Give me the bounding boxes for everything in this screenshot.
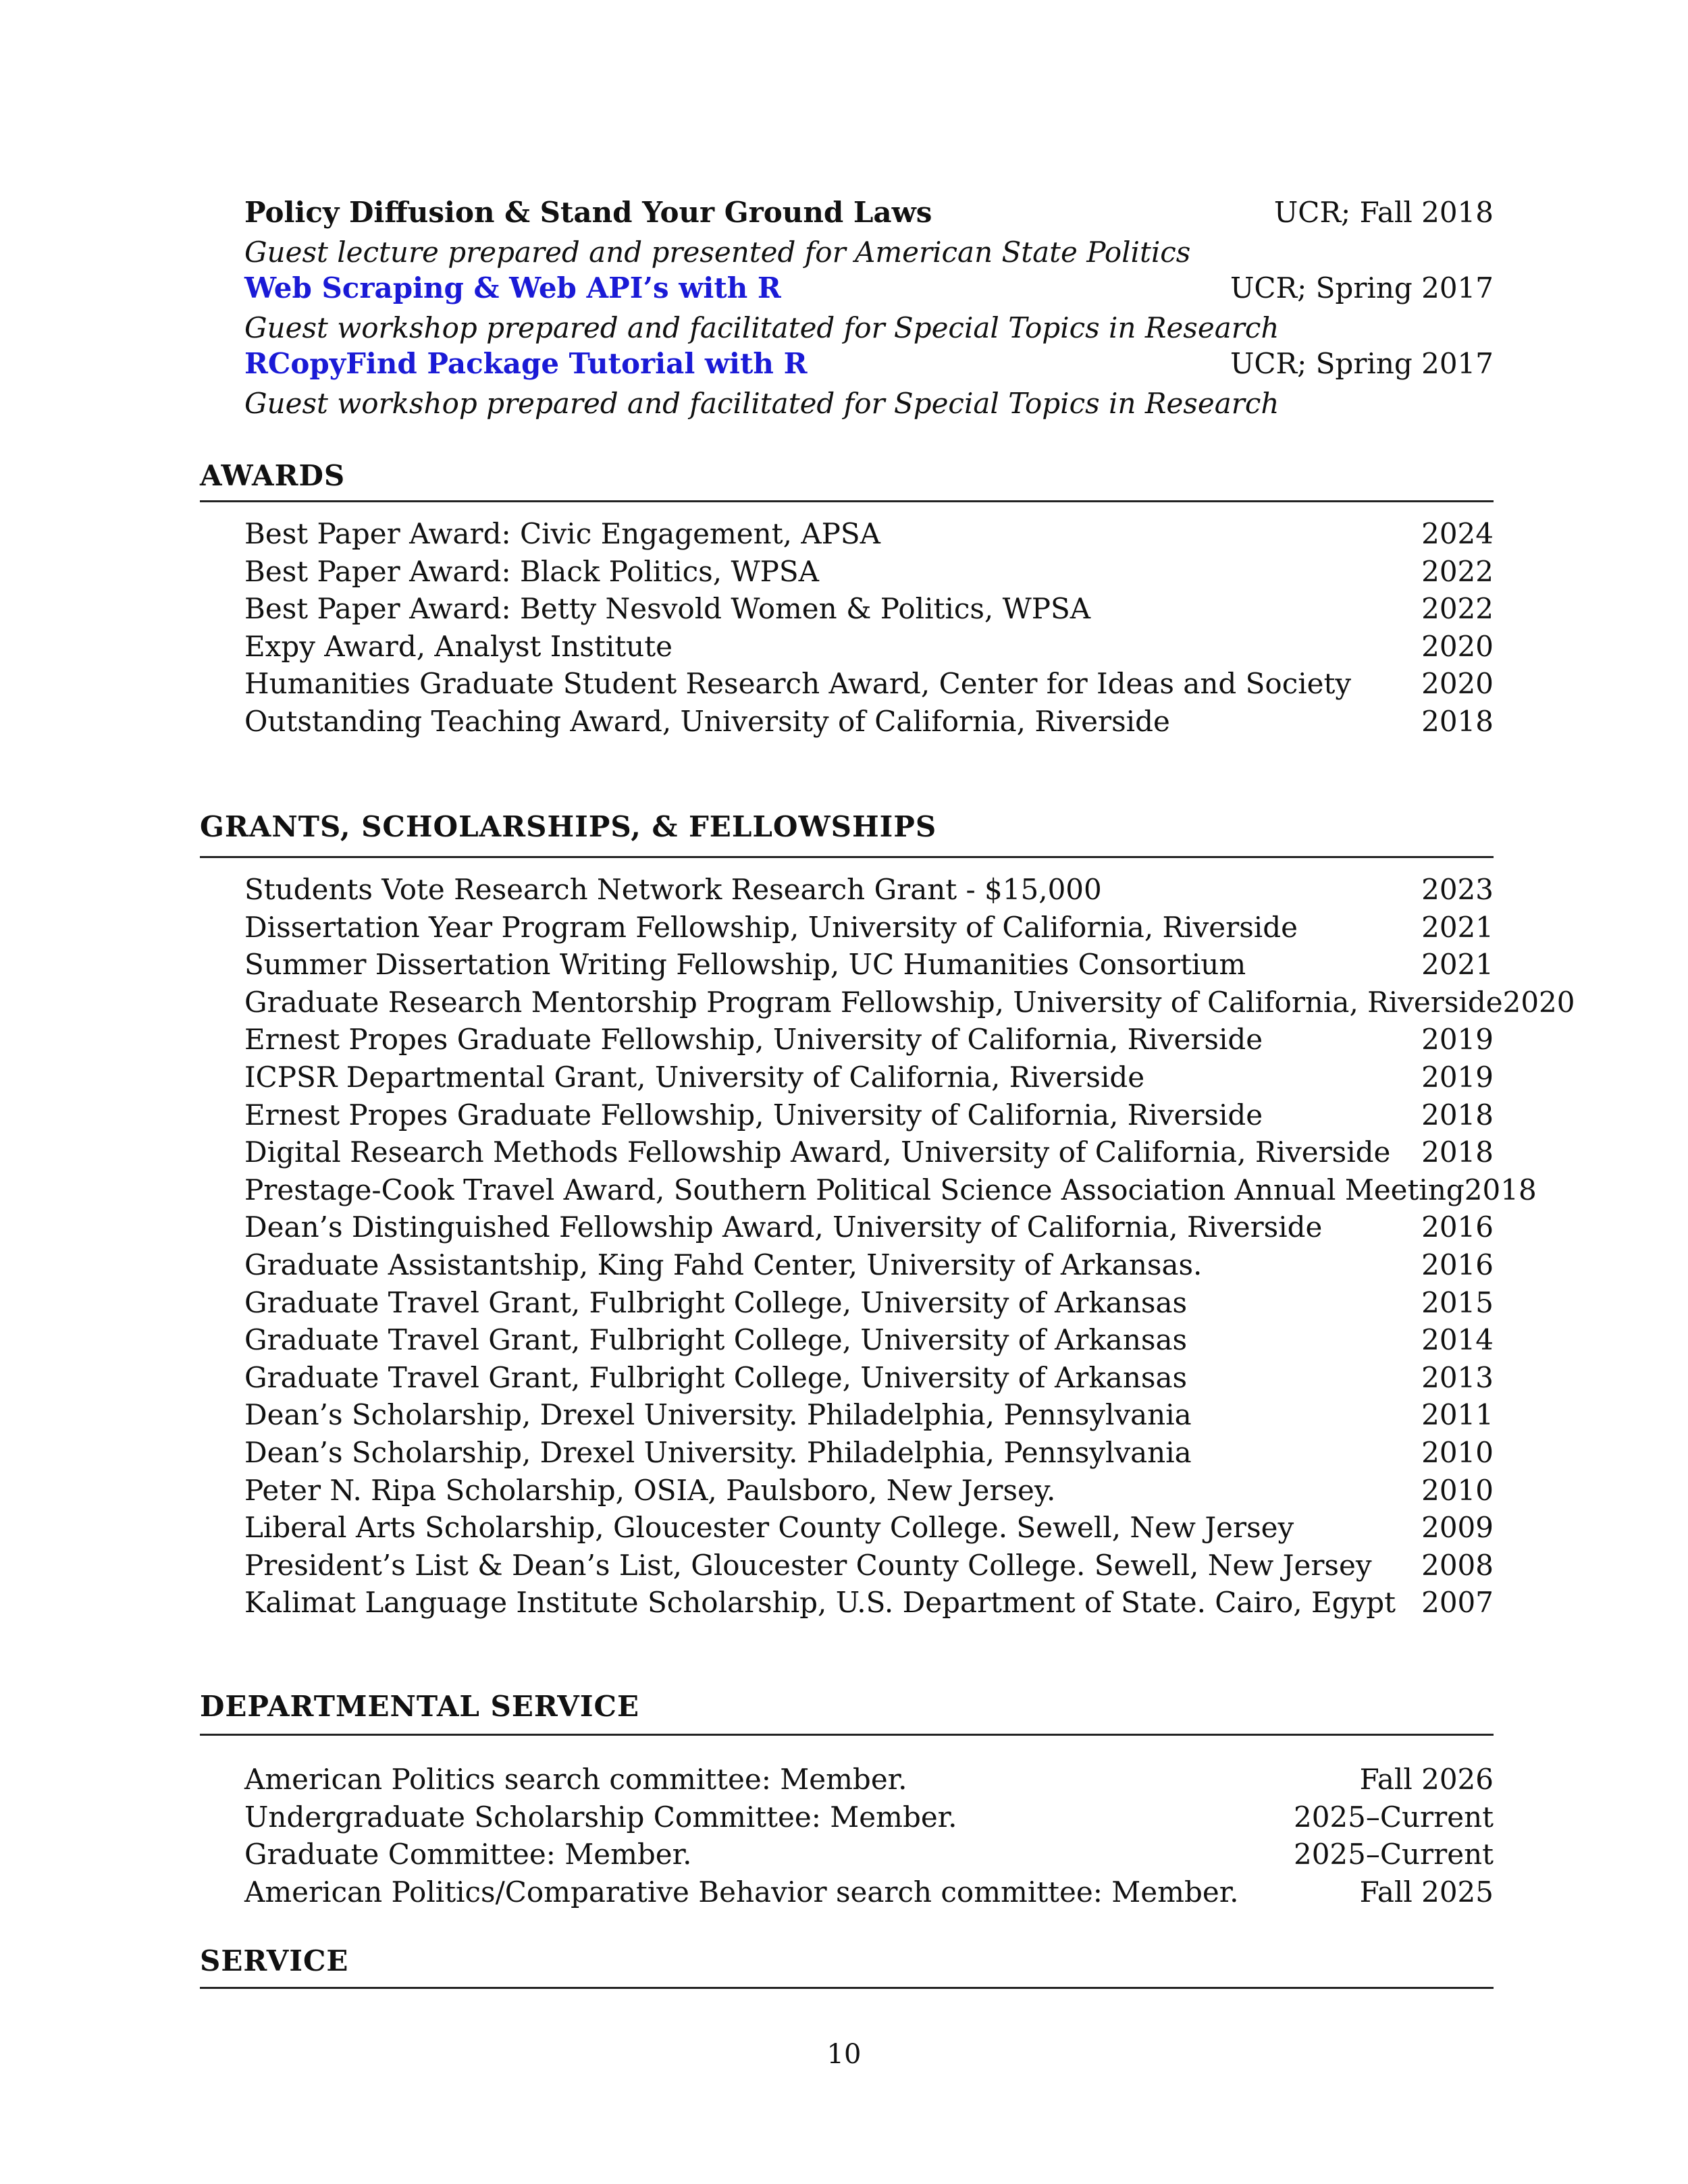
list-item	[244, 1434, 1494, 1472]
item-label: Dean’s Distinguished Fellowship Award, University of California, Riverside	[244, 1210, 1323, 1244]
lecture-item	[244, 271, 1494, 347]
list-item	[244, 628, 1494, 666]
list-item	[244, 909, 1494, 947]
item-label: Best Paper Award: Civic Engagement, APSA	[244, 517, 880, 550]
item-date: 2009	[1421, 1511, 1494, 1545]
list-item	[244, 1584, 1494, 1622]
item-label: Digital Research Methods Fellowship Award, University of California, Riverside	[244, 1136, 1391, 1169]
grants-rule	[200, 856, 1494, 858]
list-item	[244, 1836, 1494, 1873]
list-item	[244, 1547, 1494, 1584]
grants-list	[244, 871, 1575, 1622]
list-item	[244, 1171, 1537, 1209]
item-label: American Politics search committee: Member.	[244, 1763, 907, 1796]
list-item	[244, 515, 1494, 553]
item-label: Graduate Travel Grant, Fulbright College, University of Arkansas	[244, 1285, 1188, 1319]
item-date: 2022	[1421, 554, 1494, 588]
list-item	[244, 590, 1494, 628]
page-number: 10	[826, 2039, 862, 2070]
item-date: 2018	[1421, 1136, 1494, 1169]
awards-heading: AWARDS	[200, 459, 346, 492]
list-item	[244, 1321, 1494, 1359]
item-date: 2025–Current	[1293, 1838, 1494, 1871]
item-date: 2020	[1421, 667, 1494, 701]
departmental-service-heading: DEPARTMENTAL SERVICE	[200, 1690, 639, 1723]
item-date: 2025–Current	[1293, 1800, 1494, 1834]
list-item	[244, 703, 1494, 741]
list-item	[244, 553, 1494, 591]
lecture-title-link[interactable]: RCopyFind Package Tutorial with R	[244, 347, 808, 380]
item-date: Fall 2025	[1359, 1875, 1494, 1909]
item-date: 2010	[1421, 1435, 1494, 1469]
lecture-description: Guest lecture prepared and presented for American State Politics	[244, 236, 1191, 269]
item-label: Expy Award, Analyst Institute	[244, 629, 672, 663]
item-date: 2014	[1421, 1323, 1494, 1357]
item-date: 2020	[1502, 985, 1575, 1019]
item-label: Best Paper Award: Black Politics, WPSA	[244, 554, 819, 588]
lecture-header	[244, 196, 1494, 234]
item-date: 2022	[1421, 592, 1494, 626]
item-label: Graduate Travel Grant, Fulbright College, University of Arkansas	[244, 1360, 1188, 1394]
item-label: American Politics/Comparative Behavior search committee: Member.	[244, 1875, 1239, 1909]
grants-heading: GRANTS, SCHOLARSHIPS, & FELLOWSHIPS	[200, 810, 937, 843]
guest-lectures-list	[244, 196, 1494, 423]
item-date: 2015	[1421, 1285, 1494, 1319]
service-rule	[200, 1987, 1494, 1989]
list-item	[244, 946, 1494, 984]
lecture-description: Guest workshop prepared and facilitated for Special Topics in Research	[244, 311, 1280, 344]
item-label: Peter N. Ripa Scholarship, OSIA, Paulsboro, New Jersey.	[244, 1473, 1056, 1507]
list-item	[244, 1059, 1494, 1096]
list-item	[244, 665, 1494, 703]
item-label: Outstanding Teaching Award, University of California, Riverside	[244, 704, 1170, 738]
lecture-description: Guest workshop prepared and facilitated for Special Topics in Research	[244, 387, 1280, 420]
item-label: Undergraduate Scholarship Committee: Member.	[244, 1800, 957, 1834]
item-label: ICPSR Departmental Grant, University of California, Riverside	[244, 1060, 1145, 1094]
awards-rule	[200, 500, 1494, 502]
lecture-header	[244, 271, 1494, 309]
list-item	[244, 1096, 1494, 1134]
item-date: 2016	[1421, 1210, 1494, 1244]
list-item	[244, 1359, 1494, 1397]
item-date: 2019	[1421, 1023, 1494, 1057]
item-label: Liberal Arts Scholarship, Gloucester County College. Sewell, New Jersey	[244, 1511, 1294, 1545]
item-date: 2020	[1421, 629, 1494, 663]
item-date: 2021	[1421, 948, 1494, 982]
item-date: 2007	[1421, 1586, 1494, 1620]
lecture-date: UCR; Spring 2017	[1230, 347, 1494, 380]
departmental-service-rule	[200, 1734, 1494, 1736]
lecture-item	[244, 196, 1494, 271]
item-label: Best Paper Award: Betty Nesvold Women & Politics, WPSA	[244, 592, 1091, 626]
list-item	[244, 871, 1494, 909]
item-label: Summer Dissertation Writing Fellowship, UC Humanities Consortium	[244, 948, 1246, 982]
list-item	[244, 1246, 1494, 1284]
departmental-service-list	[244, 1761, 1494, 1911]
list-item	[244, 1509, 1494, 1547]
item-label: Graduate Assistantship, King Fahd Center, University of Arkansas.	[244, 1248, 1203, 1281]
item-date: 2021	[1421, 910, 1494, 944]
list-item	[244, 1396, 1494, 1434]
lecture-title-link[interactable]: Web Scraping & Web API’s with R	[244, 271, 781, 304]
list-item	[244, 984, 1575, 1021]
item-label: Graduate Committee: Member.	[244, 1838, 692, 1871]
item-date: 2018	[1421, 704, 1494, 738]
item-date: 2018	[1421, 1098, 1494, 1131]
item-label: Prestage-Cook Travel Award, Southern Political Science Association Annual Meeting	[244, 1173, 1465, 1206]
list-item	[244, 1134, 1494, 1171]
item-date: 2013	[1421, 1360, 1494, 1394]
list-item	[244, 1799, 1494, 1836]
awards-list	[244, 515, 1494, 741]
item-label: Students Vote Research Network Research Grant - $15,000	[244, 873, 1102, 906]
list-item	[244, 1472, 1494, 1510]
item-date: 2010	[1421, 1473, 1494, 1507]
item-label: Graduate Travel Grant, Fulbright College, University of Arkansas	[244, 1323, 1188, 1357]
item-date: 2016	[1421, 1248, 1494, 1281]
item-date: 2018	[1464, 1173, 1537, 1206]
item-date: Fall 2026	[1359, 1763, 1494, 1796]
list-item	[244, 1208, 1494, 1246]
item-label: Dean’s Scholarship, Drexel University. Philadelphia, Pennsylvania	[244, 1435, 1192, 1469]
item-date: 2023	[1421, 873, 1494, 906]
item-label: Graduate Research Mentorship Program Fellowship, University of California, Riverside	[244, 985, 1503, 1019]
item-label: Humanities Graduate Student Research Award, Center for Ideas and Society	[244, 667, 1352, 701]
lecture-item	[244, 347, 1494, 423]
service-heading: SERVICE	[200, 1944, 349, 1977]
lecture-date: UCR; Fall 2018	[1273, 196, 1494, 229]
lecture-date: UCR; Spring 2017	[1230, 271, 1494, 304]
item-label: President’s List & Dean’s List, Gloucester County College. Sewell, New Jersey	[244, 1548, 1372, 1582]
lecture-header	[244, 347, 1494, 385]
item-date: 2008	[1421, 1548, 1494, 1582]
item-label: Dean’s Scholarship, Drexel University. Philadelphia, Pennsylvania	[244, 1398, 1192, 1432]
list-item	[244, 1761, 1494, 1799]
item-date: 2019	[1421, 1060, 1494, 1094]
item-label: Kalimat Language Institute Scholarship, U.S. Department of State. Cairo, Egypt	[244, 1586, 1396, 1620]
list-item	[244, 1284, 1494, 1322]
item-label: Dissertation Year Program Fellowship, University of California, Riverside	[244, 910, 1298, 944]
list-item	[244, 1873, 1494, 1911]
lecture-title: Policy Diffusion & Stand Your Ground Laws	[244, 196, 932, 229]
item-date: 2011	[1421, 1398, 1494, 1432]
item-label: Ernest Propes Graduate Fellowship, University of California, Riverside	[244, 1098, 1263, 1131]
list-item	[244, 1021, 1494, 1059]
item-label: Ernest Propes Graduate Fellowship, University of California, Riverside	[244, 1023, 1263, 1057]
item-date: 2024	[1421, 517, 1494, 550]
